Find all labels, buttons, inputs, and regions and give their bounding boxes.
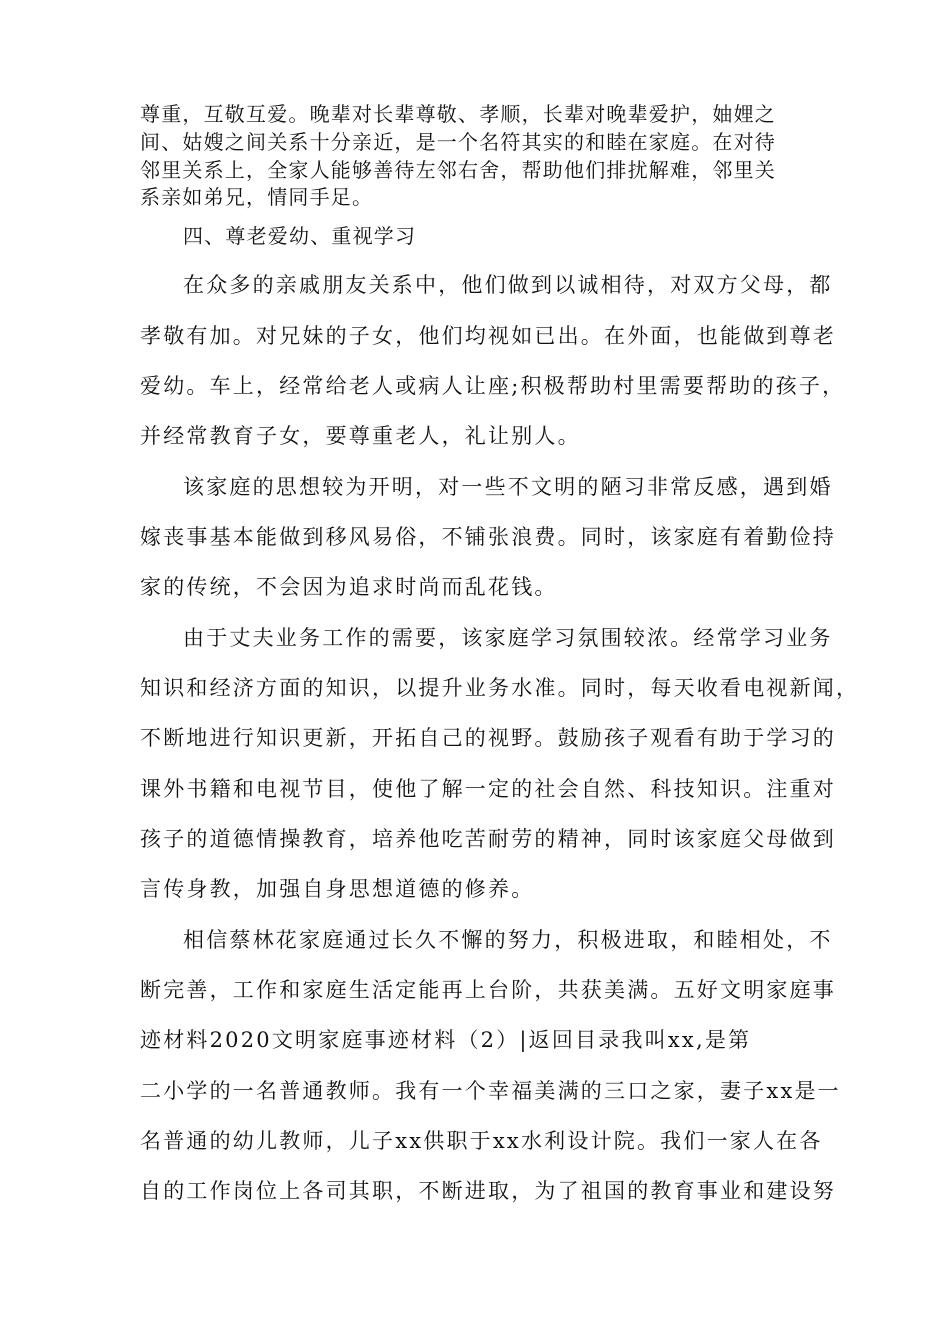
text-line: 孝敬有加。对兄妹的子女，他们均视如已出。在外面，也能做到尊老: [140, 324, 836, 348]
text-line: 并经常教育子女，要尊重老人，礼让别人。: [140, 424, 581, 448]
text-line: 言传身教，加强自身思想道德的修养。: [140, 877, 535, 901]
text-line: 邻里关系上，全家人能够善待左邻右舍，帮助他们排扰解难，邻里关: [140, 158, 776, 182]
text-line: 知识和经济方面的知识，以提升业务水准。同时，每天收看电视新闻，: [140, 676, 860, 700]
section-heading: 四、尊老爱幼、重视学习: [183, 224, 417, 248]
text-line: 相信蔡林花家庭通过长久不懈的努力，积极进取，和睦相处，不: [183, 928, 833, 952]
text-line: 课外书籍和电视节目，使他了解一定的社会自然、科技知识。注重对: [140, 777, 836, 801]
text-line: 间、姑嫂之间关系十分亲近，是一个名符其实的和睦在家庭。在对待: [140, 130, 776, 154]
text-line: 孩子的道德情操教育，培养他吃苦耐劳的精神，同时该家庭父母做到: [140, 827, 836, 851]
text-line: 自的工作岗位上各司其职，不断进取，为了祖国的教育事业和建设努: [140, 1179, 836, 1203]
text-line: 在众多的亲戚朋友关系中，他们做到以诚相待，对双方父母，都: [183, 273, 833, 297]
text-line: 尊重，互敬互爱。晚辈对长辈尊敬、孝顺，长辈对晚辈爱护，妯娌之: [140, 102, 776, 126]
text-line: 不断地进行知识更新，开拓自己的视野。鼓励孩子观看有助于学习的: [140, 726, 836, 750]
text-line: 名普通的幼儿教师，儿子xx供职于xx水利设计院。我们一家人在各: [140, 1129, 823, 1153]
text-line: 断完善，工作和家庭生活定能再上台阶，共获美满。五好文明家庭事: [140, 978, 836, 1002]
text-line: 由于丈夫业务工作的需要，该家庭学习氛围较浓。经常学习业务: [183, 626, 833, 650]
text-line: 迹材料2020文明家庭事迹材料（2）|返回目录我叫xx,是第: [140, 1028, 752, 1052]
text-line: 爱幼。车上，经常给老人或病人让座;积极帮助村里需要帮助的孩子，: [140, 374, 846, 398]
text-line: 系亲如弟兄，情同手足。: [140, 185, 374, 209]
text-line: 二小学的一名普通教师。我有一个幸福美满的三口之家，妻子xx是一: [140, 1079, 841, 1103]
text-line: 该家庭的思想较为开明，对一些不文明的陋习非常反感，遇到婚: [183, 475, 833, 499]
text-line: 嫁丧事基本能做到移风易俗，不铺张浪费。同时，该家庭有着勤俭持: [140, 525, 836, 549]
text-line: 家的传统，不会因为追求时尚而乱花钱。: [140, 575, 558, 599]
